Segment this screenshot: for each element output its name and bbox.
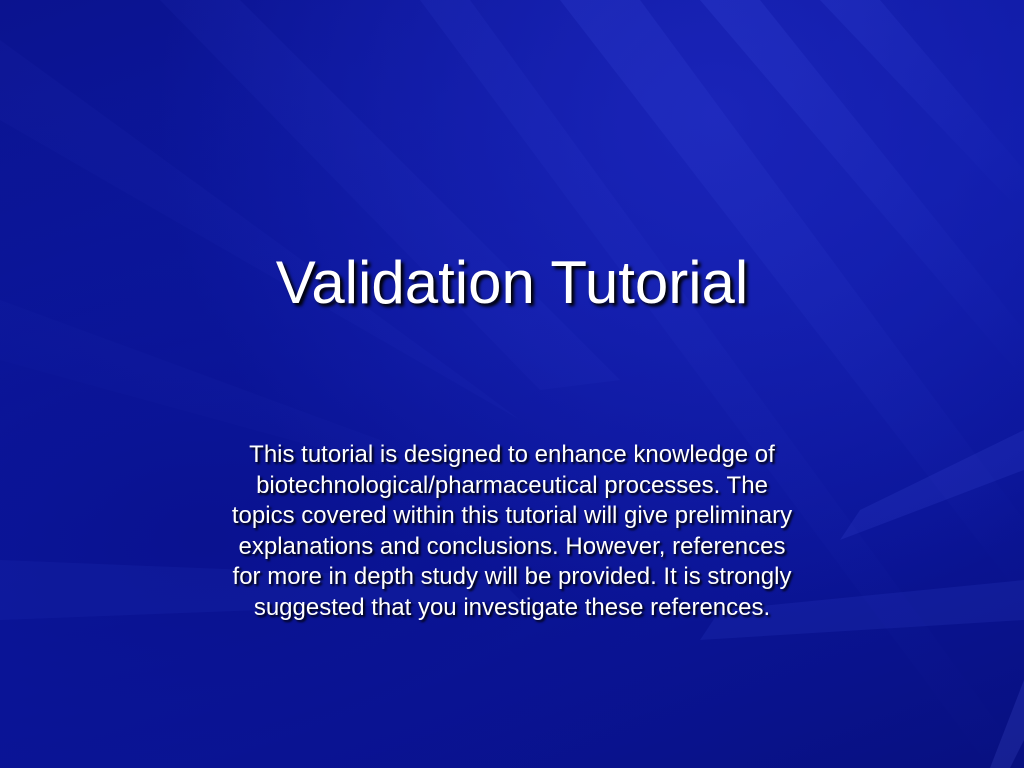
slide-body-text: This tutorial is designed to enhance knowledge of biotechnological/pharmaceutical processes. The topics covered within this tutorial will give preliminary explanations and conclusions. However, references for more in depth study will be provided. It is strongly suggested that you investigate these references. [231, 441, 793, 621]
slide-title: Validation Tutorial [275, 249, 749, 316]
